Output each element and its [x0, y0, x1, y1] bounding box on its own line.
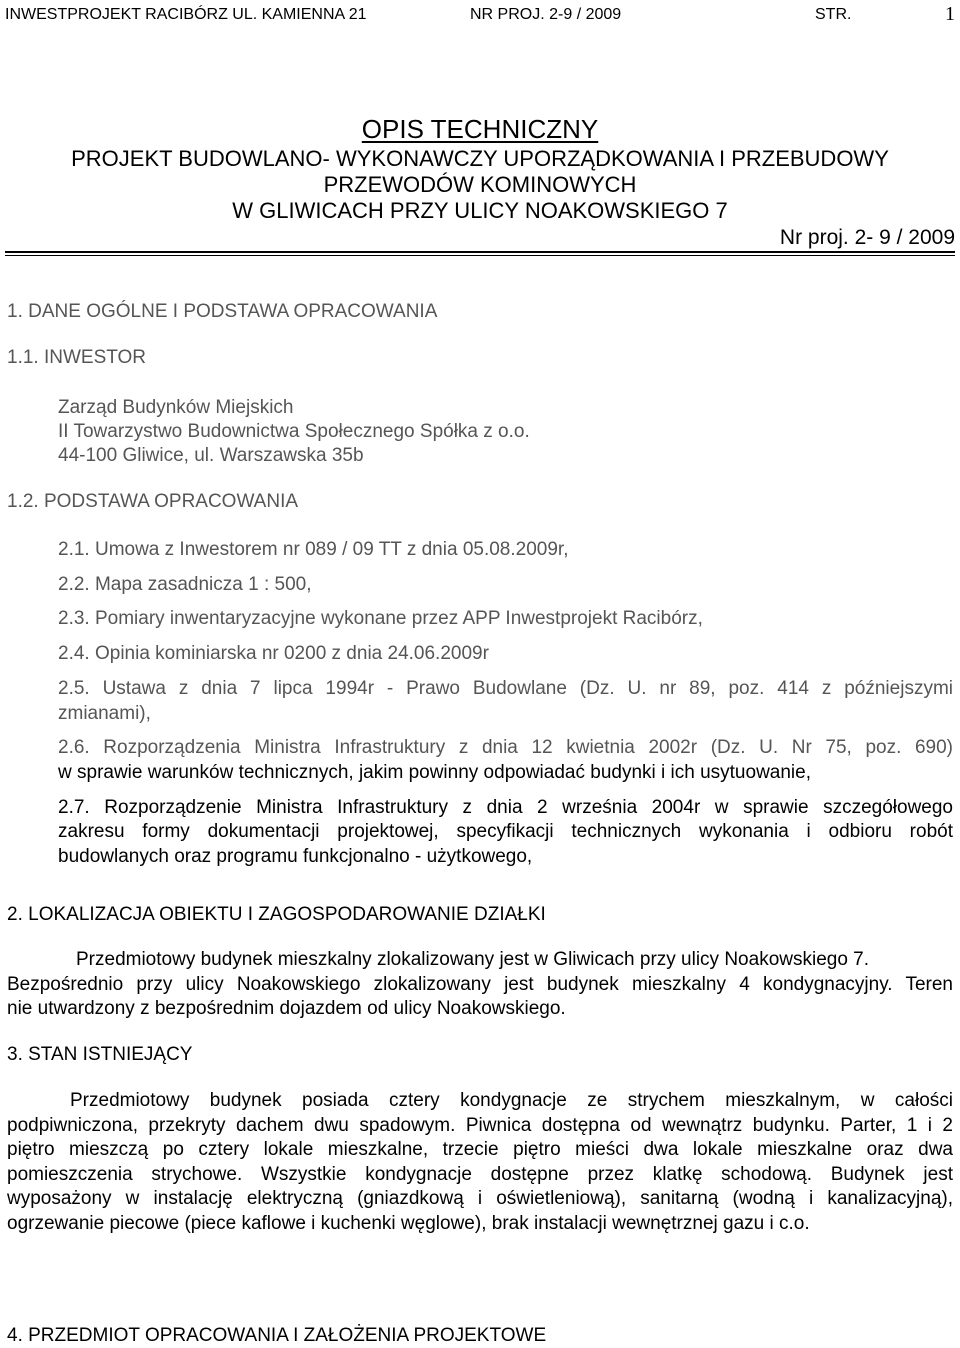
section-3-line-6: ogrzewanie piecowe (piece kaflowe i kuchenki węglowe), brak instalacji wewnętrznej gazu i c.o.	[7, 1213, 810, 1234]
basis-heading: 1.2. PODSTAWA OPRACOWANIA	[7, 491, 299, 512]
basis-item-7-line-1: 2.7. Rozporządzenie Ministra Infrastruktury z dnia 2 września 2004r w sprawie szczegółowego	[58, 797, 953, 818]
project-number: Nr proj. 2- 9 / 2009	[779, 226, 955, 249]
basis-item-3: 2.3. Pomiary inwentaryzacyjne wykonane przez APP Inwestprojekt Racibórz,	[58, 608, 703, 629]
section-2-line-2: Bezpośrednio przy ulicy Noakowskiego zlokalizowany jest budynek mieszkalny 4 kondygnacyjny. Teren	[7, 974, 953, 995]
section-3-line-1: Przedmiotowy budynek posiada cztery kondygnacje ze strychem mieszkalnym, w całości	[70, 1090, 953, 1111]
basis-item-7-line-2: zakresu formy dokumentacji projektowej, specyfikacji technicznych wykonania i odbioru robót	[58, 821, 953, 842]
header-page-label: STR.	[815, 6, 852, 23]
basis-item-5-line-2: zmianami),	[58, 703, 151, 724]
title-line-1: PROJEKT BUDOWLANO- WYKONAWCZY UPORZĄDKOWANIA I PRZEBUDOWY	[71, 146, 889, 171]
page-number: 1	[945, 3, 955, 25]
section-2-line-1: Przedmiotowy budynek mieszkalny zlokalizowany jest w Gliwicach przy ulicy Noakowskiego 7.	[76, 949, 870, 970]
investor-line-2: II Towarzystwo Budownictwa Społecznego Spółka z o.o.	[58, 421, 530, 442]
section-4-heading: 4. PRZEDMIOT OPRACOWANIA I ZAŁOŻENIA PROJEKTOWE	[7, 1325, 547, 1346]
section-3-line-2: podpiwniczona, przekryty dachem dwu spadowym. Piwnica dostępna od wewnątrz budynku. Parter, 1 i 2	[7, 1115, 953, 1136]
header-company: INWESTPROJEKT RACIBÓRZ UL. KAMIENNA 21	[5, 6, 367, 23]
basis-item-6-line-1: 2.6. Rozporządzenia Ministra Infrastruktury z dnia 12 kwietnia 2002r (Dz. U. Nr 75, poz. 690)	[58, 737, 953, 758]
basis-item-1: 2.1. Umowa z Inwestorem nr 089 / 09 TT z dnia 05.08.2009r,	[58, 539, 569, 560]
title-rule-thin	[5, 255, 955, 256]
basis-item-4: 2.4. Opinia kominiarska nr 0200 z dnia 24.06.2009r	[58, 643, 489, 664]
title-line-3: W GLIWICACH PRZY ULICY NOAKOWSKIEGO 7	[232, 198, 728, 223]
section-1-heading: 1. DANE OGÓLNE I PODSTAWA OPRACOWANIA	[7, 301, 438, 322]
section-3-heading: 3. STAN ISTNIEJĄCY	[7, 1044, 193, 1065]
investor-line-3: 44-100 Gliwice, ul. Warszawska 35b	[58, 445, 364, 466]
section-2-heading: 2. LOKALIZACJA OBIEKTU I ZAGOSPODAROWANIE DZIAŁKI	[7, 904, 546, 925]
section-3-line-5: wyposażony w instalację elektryczną (gniazdkową i oświetleniową), sanitarną (wodną i kanalizacyjną),	[7, 1188, 953, 1209]
basis-item-5-line-1: 2.5. Ustawa z dnia 7 lipca 1994r - Prawo Budowlane (Dz. U. nr 89, poz. 414 z późniejszymi	[58, 678, 953, 699]
header-project-number: NR PROJ. 2-9 / 2009	[470, 6, 622, 23]
basis-item-6-line-2: w sprawie warunków technicznych, jakim powinny odpowiadać budynki i ich usytuowanie,	[58, 762, 811, 783]
investor-heading: 1.1. INWESTOR	[7, 347, 147, 368]
section-2-line-3: nie utwardzony z bezpośrednim dojazdem od ulicy Noakowskiego.	[7, 998, 566, 1019]
title-line-2: PRZEWODÓW KOMINOWYCH	[323, 172, 637, 197]
document-title: OPIS TECHNICZNY	[361, 114, 599, 144]
title-rule-thick	[5, 251, 955, 253]
basis-item-7-line-3: budowlanych oraz programu funkcjonalno - użytkowego,	[58, 846, 533, 867]
section-3-line-4: pomieszczenia strychowe. Wszystkie kondygnacje dostępne przez klatkę schodową. Budynek jest	[7, 1164, 953, 1185]
investor-line-1: Zarząd Budynków Miejskich	[58, 397, 294, 418]
basis-item-2: 2.2. Mapa zasadnicza 1 : 500,	[58, 574, 312, 595]
section-3-line-3: piętro mieszczą po cztery lokale mieszkalne, trzecie piętro mieści dwa lokale mieszkalne oraz dwa	[7, 1139, 953, 1160]
